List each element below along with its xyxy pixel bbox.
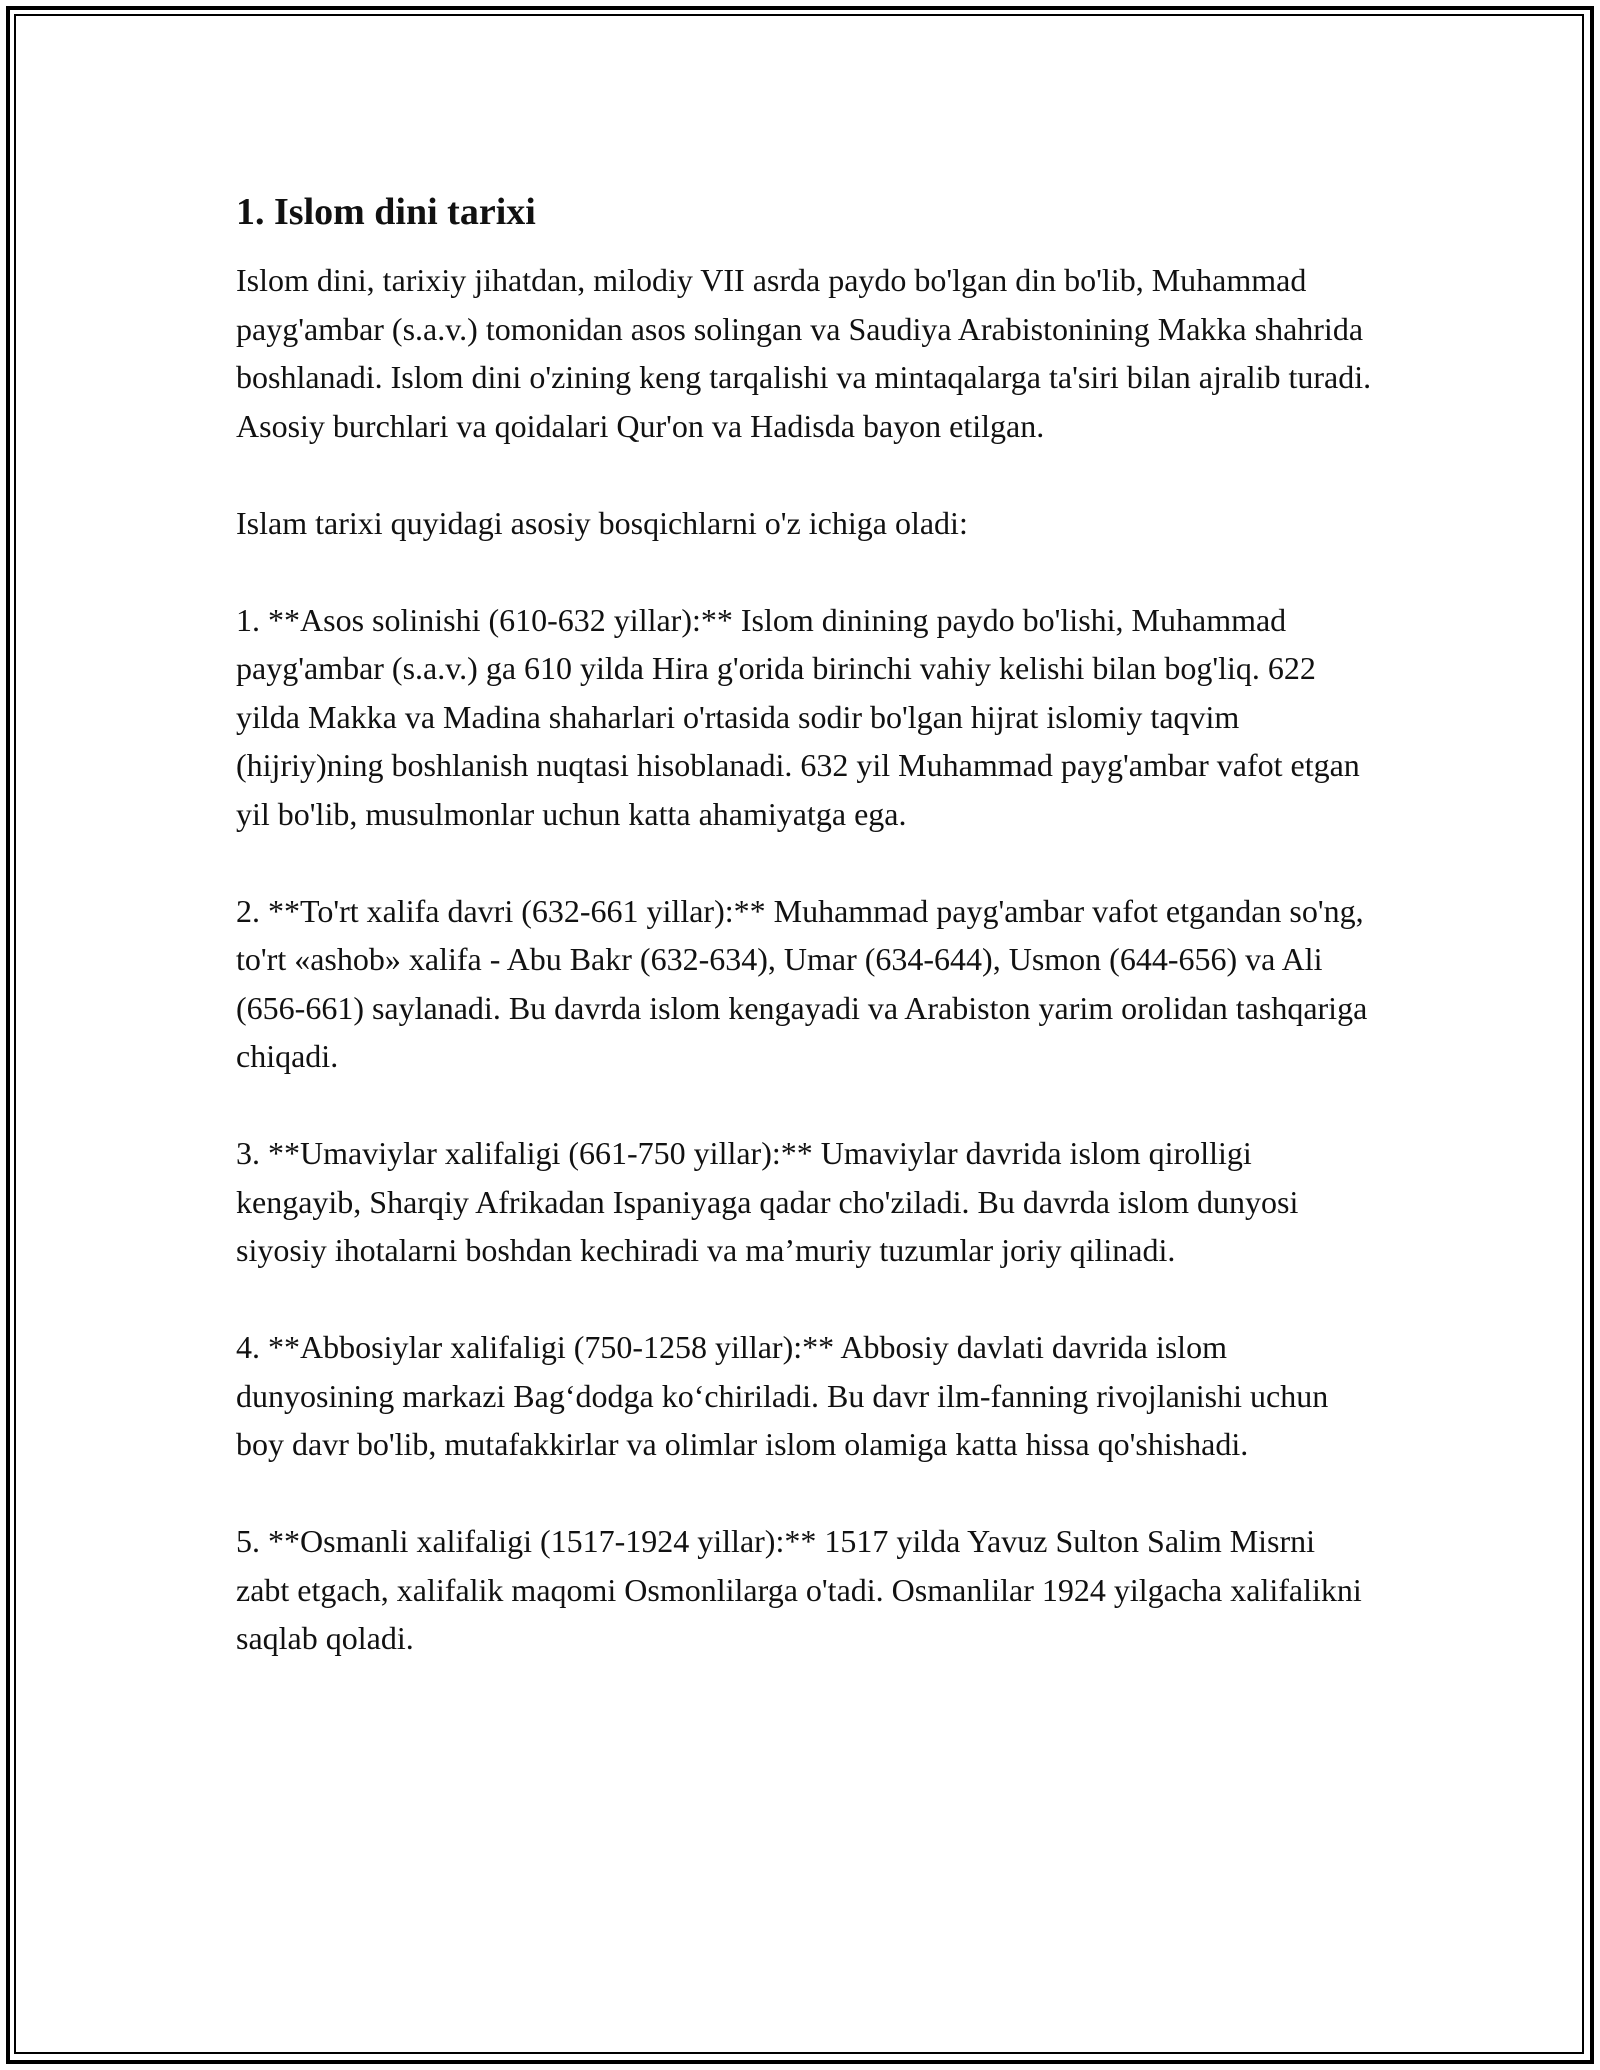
paragraph-stage-3: 3. **Umaviylar xalifaligi (661-750 yillar):** Umaviylar davrida islom qirolligi kengayib, Sharqiy Afrikadan Ispaniyaga qadar cho'ziladi. Bu davrda islom dunyosi siyosiy ihotalarni boshdan kechiradi va ma’muriy tuzumlar joriy qilinadi. xyxy=(236,1135,1299,1268)
document-body xyxy=(236,188,1376,1711)
paragraph-stage-2: 2. **To'rt xalifa davri (632-661 yillar):** Muhammad payg'ambar vafot etgandan so'ng, to'rt «ashob» xalifa - Abu Bakr (632-634), Umar (634-644), Usmon (644-656) va Ali (656-661) saylanadi. Bu davrda islom kengayadi va Arabiston yarim orolidan tashqariga chiqadi. xyxy=(236,892,1368,1074)
paragraph-stage-4: 4. **Abbosiylar xalifaligi (750-1258 yillar):** Abbosiy davlati davrida islom dunyosining markazi Bag‘dodga ko‘chiriladi. Bu davr ilm-fanning rivojlanishi uchun boy davr bo'lib, mutafakkirlar va olimlar islom olamiga katta hissa qo'shishadi. xyxy=(236,1329,1329,1462)
paragraph-stage-1: 1. **Asos solinishi (610-632 yillar):** Islom dinining paydo bo'lishi, Muhammad payg'ambar (s.a.v.) ga 610 yilda Hira g'orida birinchi vahiy kelishi bilan bog'liq. 622 yilda Makka va Madina shaharlari o'rtasida sodir bo'lgan hijrat islomiy taqvim (hijriy)ning boshlanish nuqtasi hisoblanadi. 632 yil Muhammad payg'ambar vafot etgan yil bo'lib, musulmonlar uchun katta ahamiyatga ega. xyxy=(236,601,1360,832)
paragraph-stages-lead: Islam tarixi quyidagi asosiy bosqichlarni o'z ichiga oladi: xyxy=(236,504,968,541)
paragraph-intro: Islom dini, tarixiy jihatdan, milodiy VII asrda paydo bo'lgan din bo'lib, Muhammad payg'ambar (s.a.v.) tomonidan asos solingan va Saudiya Arabistonining Makka shahrida boshlanadi. Islom dini o'zining keng tarqalishi va mintaqalarga ta'siri bilan ajralib turadi. Asosiy burchlari va qoidalari Qur'on va Hadisda bayon etilgan. xyxy=(236,262,1372,444)
paragraph-stage-5: 5. **Osmanli xalifaligi (1517-1924 yillar):** 1517 yilda Yavuz Sulton Salim Misrni zabt etgach, xalifalik maqomi Osmonlilarga o'tadi. Osmanlilar 1924 yilgacha xalifalikni saqlab qoladi. xyxy=(236,1523,1362,1656)
document-title: 1. Islom dini tarixi xyxy=(236,191,536,233)
